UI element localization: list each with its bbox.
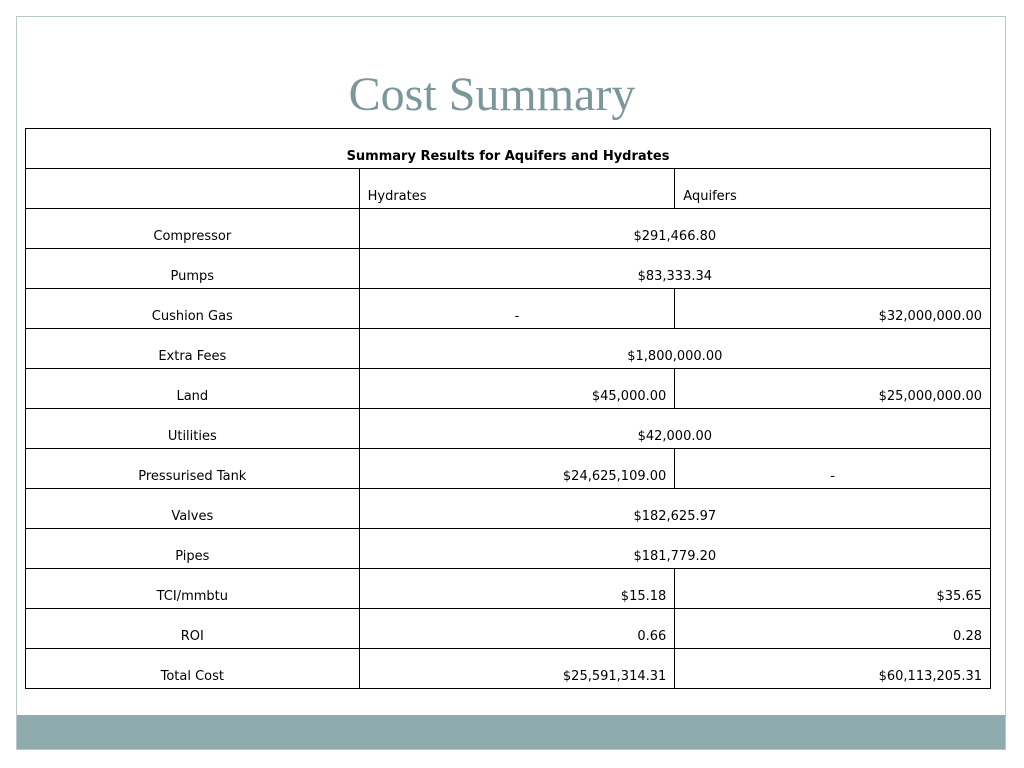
shared-value: $181,779.20 — [359, 529, 990, 569]
row-label: ROI — [26, 609, 360, 649]
column-header-row — [26, 169, 991, 209]
table-row — [26, 609, 991, 649]
row-label: Land — [26, 369, 360, 409]
row-label: TCI/mmbtu — [26, 569, 360, 609]
aquifers-value: $35.65 — [675, 569, 991, 609]
shared-value: $42,000.00 — [359, 409, 990, 449]
aquifers-value: $60,113,205.31 — [675, 649, 991, 689]
table-row — [26, 409, 991, 449]
row-label: Pipes — [26, 529, 360, 569]
table-row — [26, 369, 991, 409]
aquifers-value: $32,000,000.00 — [675, 289, 991, 329]
table-row — [26, 449, 991, 489]
shared-value: $182,625.97 — [359, 489, 990, 529]
hydrates-value: $24,625,109.00 — [359, 449, 675, 489]
row-label: Total Cost — [26, 649, 360, 689]
hydrates-value: $25,591,314.31 — [359, 649, 675, 689]
empty-header-cell — [26, 169, 360, 209]
row-label: Extra Fees — [26, 329, 360, 369]
shared-value: $291,466.80 — [359, 209, 990, 249]
table-body — [26, 129, 991, 689]
shared-value: $1,800,000.00 — [359, 329, 990, 369]
cost-summary-table — [25, 128, 991, 689]
table-row — [26, 569, 991, 609]
aquifers-value: 0.28 — [675, 609, 991, 649]
row-label: Utilities — [26, 409, 360, 449]
slide-title: Cost Summary — [348, 68, 636, 121]
row-label: Pressurised Tank — [26, 449, 360, 489]
aquifers-value: - — [675, 449, 991, 489]
column-header-aquifers: Aquifers — [675, 169, 991, 209]
hydrates-value: 0.66 — [359, 609, 675, 649]
row-label: Compressor — [26, 209, 360, 249]
row-label: Pumps — [26, 249, 360, 289]
hydrates-value: $15.18 — [359, 569, 675, 609]
column-header-hydrates: Hydrates — [359, 169, 675, 209]
hydrates-value: - — [359, 289, 675, 329]
table-row — [26, 329, 991, 369]
table-row — [26, 649, 991, 689]
table-header-row — [26, 129, 991, 169]
row-label: Cushion Gas — [26, 289, 360, 329]
aquifers-value: $25,000,000.00 — [675, 369, 991, 409]
table-row — [26, 249, 991, 289]
shared-value: $83,333.34 — [359, 249, 990, 289]
hydrates-value: $45,000.00 — [359, 369, 675, 409]
table-row — [26, 529, 991, 569]
table-row — [26, 209, 991, 249]
row-label: Valves — [26, 489, 360, 529]
footer-bar — [17, 715, 1005, 749]
table-row — [26, 289, 991, 329]
slide — [16, 16, 1006, 750]
table-row — [26, 489, 991, 529]
table-caption: Summary Results for Aquifers and Hydrates — [26, 129, 991, 169]
